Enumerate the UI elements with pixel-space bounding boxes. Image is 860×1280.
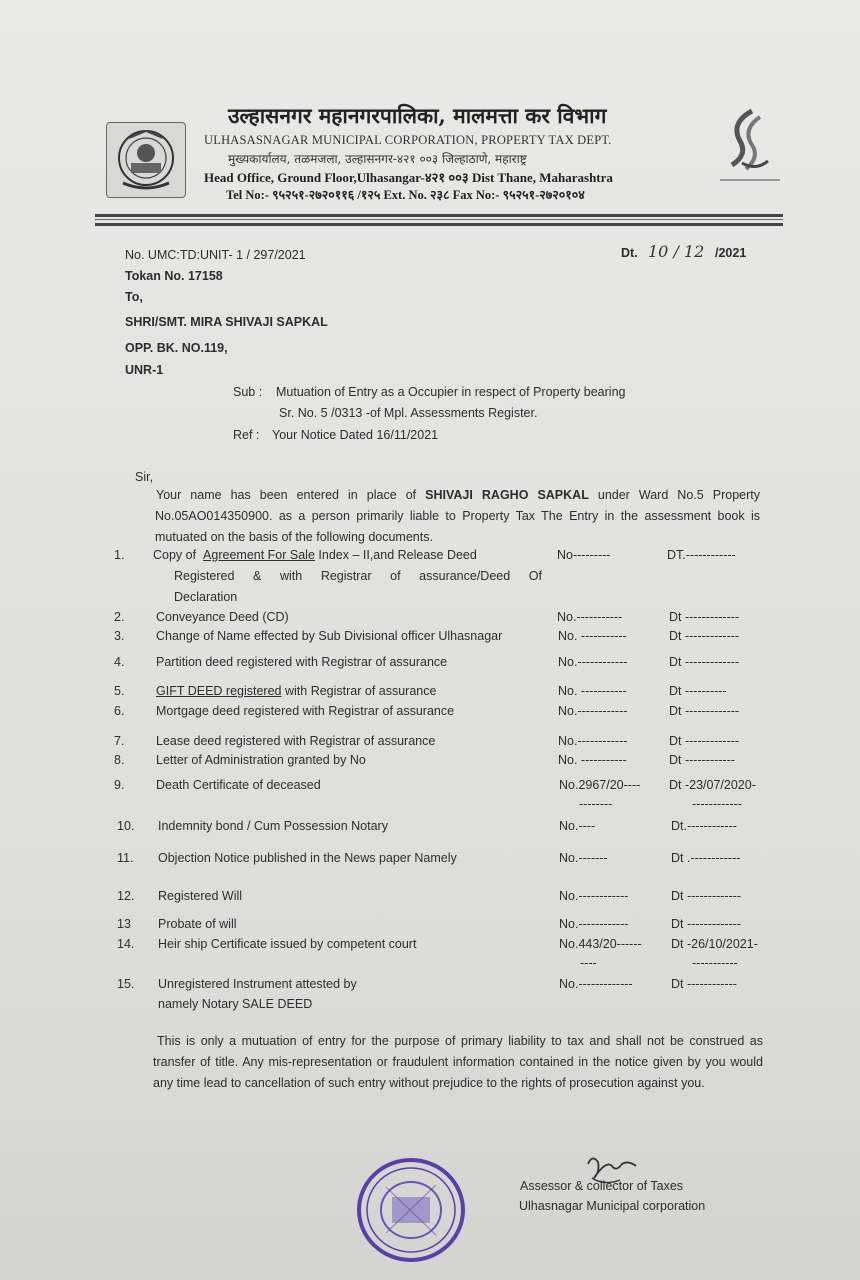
- document-date-field: Dt -26/10/2021-: [671, 937, 758, 951]
- document-no-field: No.------------: [558, 704, 628, 718]
- document-date-field: Dt -------------: [669, 655, 740, 669]
- document-no-field: No. -----------: [558, 753, 627, 767]
- document-number: 8.: [114, 753, 125, 767]
- signatory-title: Assessor & collector of Taxes: [520, 1179, 684, 1193]
- corporation-emblem-logo: [106, 122, 186, 198]
- document-description-underlined: Agreement For Sale: [203, 548, 315, 562]
- date-year: /2021: [715, 246, 747, 260]
- document-no-field: No---------: [557, 548, 611, 562]
- salutation: Sir,: [135, 470, 154, 484]
- document-no-field-continued: --------: [579, 797, 613, 811]
- addressee-line-2: UNR-1: [125, 363, 164, 377]
- document-number: 9.: [114, 778, 125, 792]
- document-no-field: No. -----------: [558, 684, 627, 698]
- document-no-field: No.----: [559, 819, 596, 833]
- document-number: 11.: [117, 851, 134, 865]
- document-description-line-2: namely Notary SALE DEED: [158, 997, 313, 1011]
- document-description: Partition deed registered with Registrar of assurance: [156, 655, 448, 669]
- document-date-field: DT.------------: [667, 548, 736, 562]
- document-date-field: Dt -------------: [669, 629, 740, 643]
- document-no-field: No.2967/20----: [559, 778, 641, 792]
- document-description: Registered Will: [158, 889, 243, 903]
- document-date-field: Dt -------------: [671, 889, 742, 903]
- document-description-line-2: Registered & with Registrar of assurance/Deed Of: [174, 569, 542, 583]
- document-no-field: No.-----------: [557, 610, 623, 624]
- document-number: 6.: [114, 704, 125, 718]
- document-date-field: Dt -------------: [669, 704, 740, 718]
- document-number: 4.: [114, 655, 125, 669]
- document-no-field: No. -----------: [558, 629, 627, 643]
- document-description-suffix: Index – II,and Release Deed: [318, 548, 477, 562]
- addressee-line-1: OPP. BK. NO.119,: [125, 341, 228, 355]
- document-no-field: No.------------: [559, 889, 629, 903]
- ref-label: Ref :: [233, 428, 260, 442]
- document-no-field: No.------------: [559, 917, 629, 931]
- header-rule-top: [95, 214, 783, 217]
- document-description: Change of Name effected by Sub Divisional officer Ulhasnagar: [156, 629, 503, 643]
- document-no-field-continued: ----: [580, 956, 597, 970]
- document-date-field: Dt .------------: [671, 851, 741, 865]
- document-description: Indemnity bond / Cum Possession Notary: [158, 819, 388, 833]
- document-no-field: No.-------------: [559, 977, 633, 991]
- document-number: 13: [117, 917, 131, 931]
- document-description-underlined: GIFT DEED registered: [156, 684, 282, 698]
- disclaimer-paragraph: This is only a mutuation of entry for the purpose of primary liability to tax and shall not be construed as transfer of title. Any mis-representation or fraudulent information contained in the notice given by you would any time lead to cancellation of such entry without prejudice to the rights of prosecution against you.: [153, 1034, 763, 1090]
- document-no-field: No.------------: [558, 734, 628, 748]
- header-rule-bottom: [95, 223, 783, 226]
- document-number: 3.: [114, 629, 125, 643]
- document-number: 5.: [114, 684, 125, 698]
- document-description-prefix: Copy of: [153, 548, 197, 562]
- header-rule-middle: [95, 219, 783, 220]
- date-handwritten: 10 / 12: [648, 242, 705, 261]
- document-number: 1.: [114, 548, 125, 562]
- document-description: Letter of Administration granted by No: [156, 753, 366, 767]
- previous-owner-name: SHIVAJI RAGHO SAPKAL: [425, 488, 589, 502]
- document-number: 12.: [117, 889, 135, 903]
- document-date-field: Dt ------------: [671, 977, 737, 991]
- document-number: 7.: [114, 734, 125, 748]
- document-no-field: No.-------: [559, 851, 608, 865]
- document-number: 2.: [114, 610, 125, 624]
- document-description: Probate of will: [158, 917, 237, 931]
- subject-label: Sub :: [233, 385, 263, 399]
- document-description-suffix: with Registrar of assurance: [285, 684, 437, 698]
- document-date-field: Dt -23/07/2020-: [669, 778, 756, 792]
- header-contact-line: Tel No:- ९५२५१-२७२०११६ /१२५ Ext. No. २३८ Fax No:- ९५२५१-२७२०१०४: [226, 188, 585, 202]
- document-description: Unregistered Instrument attested by: [158, 977, 357, 991]
- document-description: [153, 548, 477, 562]
- header-address-english: Head Office, Ground Floor,Ulhasangar-४२१ ००३ Dist Thane, Maharashtra: [204, 170, 613, 185]
- document-description: Lease deed registered with Registrar of assurance: [156, 734, 436, 748]
- document-date-field: Dt ----------: [669, 684, 727, 698]
- document-description: Heir ship Certificate issued by competent court: [158, 937, 417, 951]
- document-date-field-continued: ------------: [692, 797, 742, 811]
- document-description: Mortgage deed registered with Registrar of assurance: [156, 704, 455, 718]
- right-swirl-logo: [712, 103, 784, 185]
- subject-line-2: Sr. No. 5 /0313 -of Mpl. Assessments Register.: [279, 406, 538, 420]
- addressee-name: SHRI/SMT. MIRA SHIVAJI SAPKAL: [125, 315, 328, 329]
- subject-line-1: Mutuation of Entry as a Occupier in respect of Property bearing: [276, 385, 626, 399]
- official-round-stamp: [356, 1157, 466, 1263]
- body-paragraph: Your name has been entered in place of SHIVAJI RAGHO SAPKAL under Ward No.5 Property No.05AO014350900. as a person primarily liable to Property Tax The Entry in the assessment book is mutuated on the basis of the following documents.: [155, 488, 760, 544]
- document-date-field-continued: -----------: [692, 956, 738, 970]
- document-description: Death Certificate of deceased: [156, 778, 321, 792]
- reference-number: No. UMC:TD:UNIT- 1 / 297/2021: [125, 248, 306, 262]
- document-number: 14.: [117, 937, 135, 951]
- document-no-field: No.443/20------: [559, 937, 642, 951]
- to-label: To,: [125, 290, 143, 304]
- date-label: Dt.: [621, 246, 638, 260]
- document-date-field: Dt -------------: [669, 734, 740, 748]
- document-number: 15.: [117, 977, 135, 991]
- header-title-english: ULHASASNAGAR MUNICIPAL CORPORATION, PROPERTY TAX DEPT.: [204, 133, 612, 147]
- document-no-field: No.------------: [558, 655, 628, 669]
- header-address-marathi: मुख्यकार्यालय, तळमजला, उल्हासनगर-४२१ ००३ जिल्हाठाणे, महाराष्ट्र: [228, 152, 527, 166]
- signatory-organization: Ulhasnagar Municipal corporation: [519, 1199, 706, 1213]
- ref-text: Your Notice Dated 16/11/2021: [272, 428, 439, 442]
- document-date-field: Dt ------------: [669, 753, 735, 767]
- document-date-field: Dt -------------: [669, 610, 740, 624]
- document-description: Conveyance Deed (CD): [156, 610, 289, 624]
- document-date-field: Dt.------------: [671, 819, 737, 833]
- document-number: 10.: [117, 819, 135, 833]
- document-description: [156, 684, 436, 698]
- document-description: Objection Notice published in the News paper Namely: [158, 851, 457, 865]
- document-description-line-3: Declaration: [174, 590, 238, 604]
- header-title-marathi: उल्हासनगर महानगरपालिका, मालमत्ता कर विभाग: [228, 103, 607, 128]
- token-number: Tokan No. 17158: [125, 269, 223, 283]
- document-date-field: Dt -------------: [671, 917, 742, 931]
